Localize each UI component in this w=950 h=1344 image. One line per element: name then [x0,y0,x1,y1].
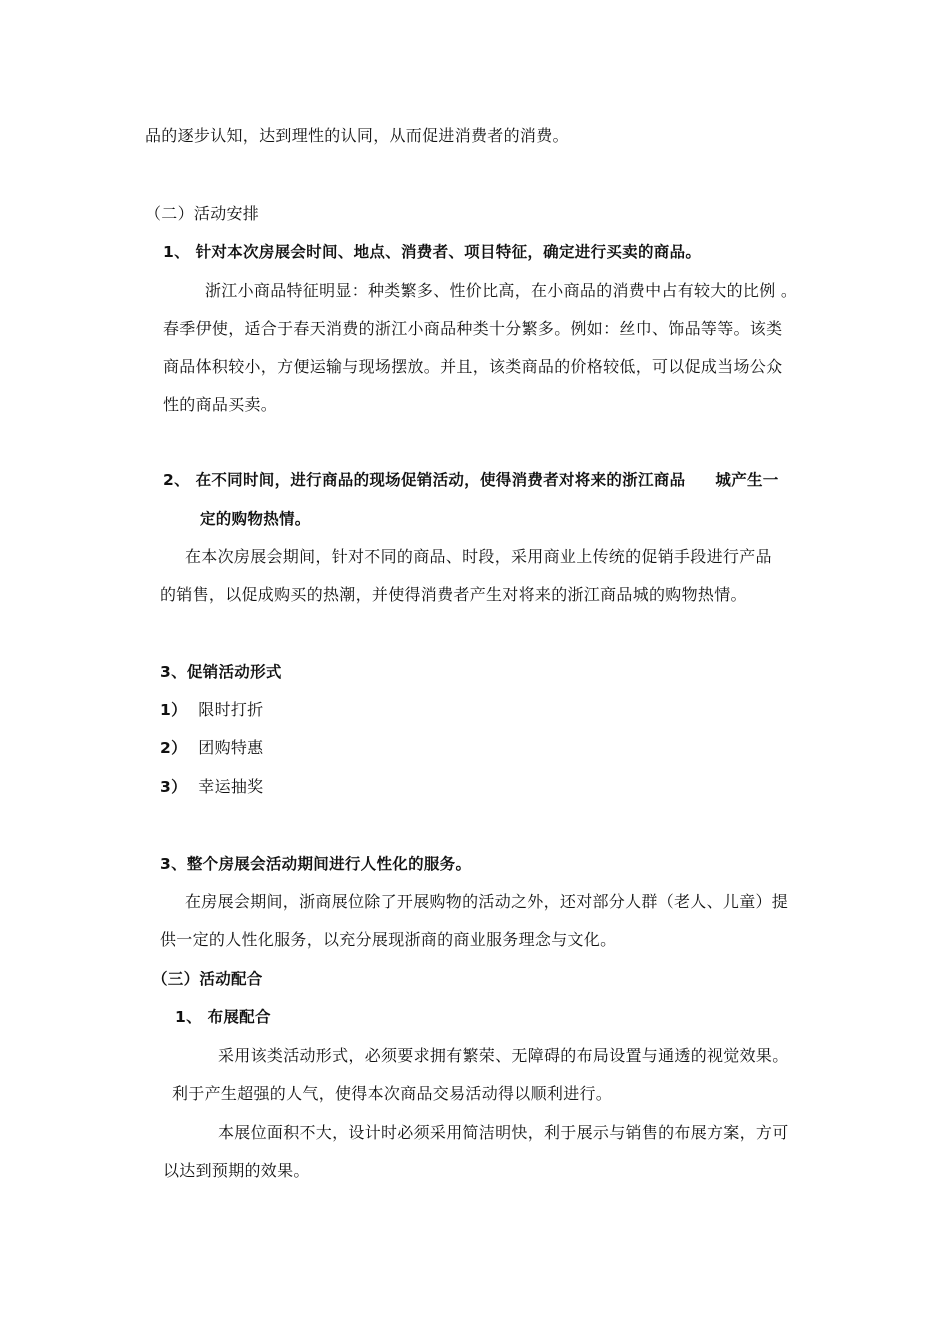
item2-para-line: 的销售，以促成购买的热潮，并使得消费者产生对将来的浙江商品城的购物热情。 [160,585,747,604]
list-item [160,737,263,759]
list-item-number: 3） [160,778,187,796]
list-item [160,699,263,721]
item1-para-line: 性的商品买卖。 [163,395,278,414]
layout-para-line: 利于产生超强的人气，使得本次商品交易活动得以顺利进行。 [172,1084,613,1103]
layout-para-line: 以达到预期的效果。 [163,1161,310,1180]
item4-para-line: 供一定的人性化服务，以充分展现浙商的商业服务理念与文化。 [160,930,617,949]
item1-para-line: 春季伊使，适合于春天消费的浙江小商品种类十分繁多。例如：丝巾、饰品等等。该类 [163,319,783,338]
layout-para-line: 采用该类活动形式，必须要求拥有繁荣、无障碍的布局设置与通透的视觉效果。 [218,1046,789,1065]
list-item [160,776,263,798]
list-item-text: 幸运抽奖 [198,777,264,796]
item3-title: 3、促销活动形式 [160,663,282,681]
section-heading-3: （三）活动配合 [152,970,263,988]
item2-para-line: 在本次房展会期间，针对不同的商品、时段，采用商业上传统的促销手段进行产品 [185,547,772,566]
section-heading-2: （二）活动安排 [145,204,260,223]
item2-title-cont: 定的购物热情。 [200,510,311,528]
item4-title: 3、整个房展会活动期间进行人性化的服务。 [160,855,472,873]
item1-para-line: 商品体积较小，方便运输与现场摆放。并且，该类商品的价格较低，可以促成当场公众 [163,357,783,376]
layout-para-line: 本展位面积不大，设计时必须采用简洁明快，利于展示与销售的布展方案，方可 [218,1123,789,1142]
item4-para-line: 在房展会期间，浙商展位除了开展购物的活动之外，还对部分人群（老人、儿童）提 [185,892,789,911]
item2-title-part-b: 城产生一 [715,471,779,489]
list-item-number: 2） [160,739,187,757]
item1-para-line: 浙江小商品特征明显：种类繁多、性价比高，在小商品的消费中占有较大的比例 。 [205,281,798,300]
list-item-text: 团购特惠 [198,738,264,757]
list-item-text: 限时打折 [198,700,264,719]
intro-line: 品的逐步认知，达到理性的认同，从而促进消费者的消费。 [145,126,569,145]
item2-title [163,469,779,491]
list-item-number: 1） [160,701,187,719]
item1-title: 1、 针对本次房展会时间、地点、消费者、项目特征，确定进行买卖的商品。 [163,243,702,261]
item2-title-part-a: 2、 在不同时间，进行商品的现场促销活动，使得消费者对将来的浙江商品 [163,471,686,489]
layout-title: 1、 布展配合 [175,1008,271,1026]
